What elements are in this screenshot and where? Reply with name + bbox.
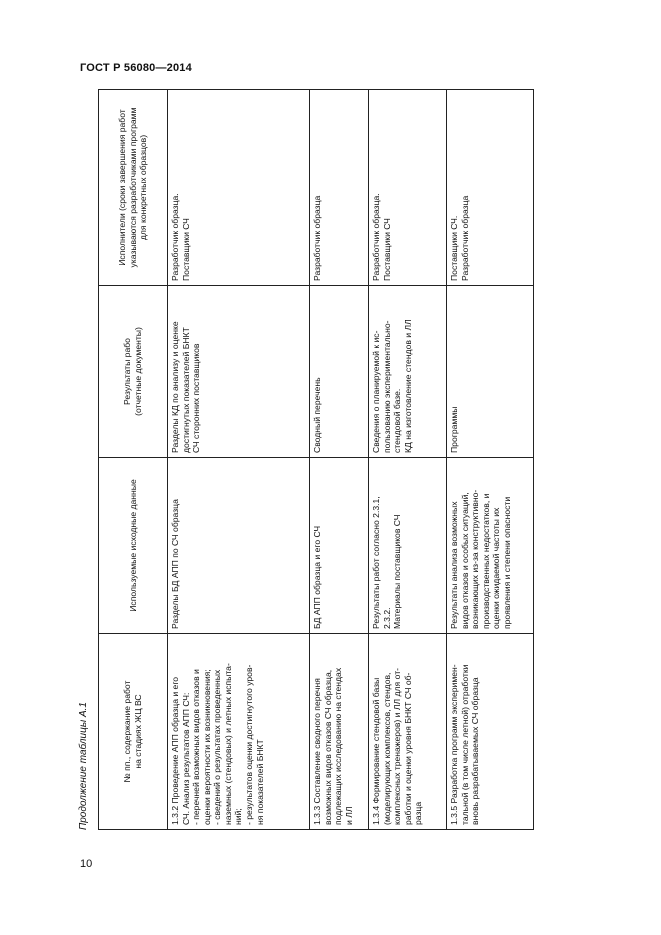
cell-line: указываются разработчиками программ	[127, 107, 138, 268]
page-number: 10	[80, 858, 93, 870]
cell-line: достигнутых показателей БНКТ	[180, 327, 191, 453]
cell-line: наземных (стендовых) и летных испыта-	[222, 663, 233, 825]
cell-executors	[168, 90, 310, 286]
cell-line: Разработчик образца.	[371, 193, 381, 281]
cell-line: СЧ сторонних поставщиков	[191, 343, 202, 453]
cell-stage	[369, 634, 447, 830]
cell-line: тальной (в том числе летной) отработки	[459, 664, 470, 825]
header-results	[99, 286, 168, 458]
cell-line: - перечней возможных видов отказов и	[191, 669, 202, 825]
cell-stage	[168, 634, 310, 830]
cell-results	[310, 286, 369, 458]
cell-line: Материалы поставщиков СЧ	[392, 514, 403, 629]
cell-line: - результатов оценки достигнутого уров-	[243, 664, 254, 825]
cell-line: Разделы КД по анализу и оценке	[170, 321, 180, 453]
cell-line: 1.3.2 Проведение АПП образца и его	[170, 676, 180, 825]
cell-line: Используемые исходные данные	[127, 479, 138, 612]
cell-line: для конкретных образцов)	[138, 134, 149, 241]
cell-line: работки и оценки уровня БНКТ СЧ об-	[402, 672, 413, 825]
rotated-table-block	[70, 90, 530, 830]
cell-line: СЧ. Анализ результатов АПП СЧ:	[180, 692, 191, 825]
cell-line: и ЛЛ	[343, 806, 354, 825]
cell-line: стендовой базе.	[392, 388, 403, 453]
cell-line: ня показателей БНКТ	[254, 739, 265, 825]
header-executors	[99, 90, 168, 286]
cell-line: Программы	[449, 406, 459, 453]
cell-inputs	[310, 458, 369, 634]
cell-executors	[369, 90, 447, 286]
cell-line: комплексных тренажеров) и ЛЛ для от-	[392, 668, 403, 825]
cell-inputs	[447, 458, 534, 634]
cell-line: Сводный перечень	[312, 377, 322, 453]
cell-inputs	[369, 458, 447, 634]
requirements-table	[98, 89, 534, 830]
cell-results	[369, 286, 447, 458]
cell-line: Исполнители (сроки завершения работ	[117, 109, 128, 266]
cell-line: ний;	[233, 808, 244, 825]
cell-line: Разделы БД АПП по СЧ образца	[170, 499, 180, 629]
cell-inputs	[168, 458, 310, 634]
table-row	[447, 90, 534, 830]
cell-line: 1.3.3 Составление сводного перечня	[312, 678, 322, 825]
document-code-header: ГОСТ Р 56080—2014	[80, 62, 192, 74]
table-continuation-label: Продолжение таблицы А.1	[78, 702, 89, 830]
cell-line: (моделирующих комплексов, стендов,	[381, 672, 392, 825]
cell-line: видов отказов и особых ситуаций,	[459, 492, 470, 629]
cell-line: БД АПП образца и его СЧ	[312, 525, 322, 629]
cell-line: оценки ожидаемой частоты их	[491, 507, 502, 629]
cell-results	[168, 286, 310, 458]
cell-line: КД на изготовление стендов и ЛЛ	[402, 319, 413, 453]
cell-line: № пп., содержание работ	[122, 680, 133, 783]
table-row	[310, 90, 369, 830]
cell-line: Разработчик образца	[312, 195, 322, 281]
cell-line: Результаты рабо	[122, 338, 133, 405]
cell-line: Сведения о планируемой к ис-	[371, 330, 381, 453]
cell-line: возникающих из-за конструктивно-	[470, 489, 481, 629]
table-row	[168, 90, 310, 830]
cell-line: подлежащих исследованию на стендах	[333, 667, 344, 825]
cell-line: Поставщики СЧ	[381, 218, 392, 281]
cell-stage	[310, 634, 369, 830]
cell-line: вновь разрабатываемых СЧ образца	[470, 677, 481, 825]
cell-line: проявления и степени опасности	[501, 496, 512, 629]
cell-line: пользованию экспериментально-	[381, 320, 392, 453]
cell-line: 1.3.5 Разработка программ эксперимен-	[449, 664, 459, 825]
cell-line: разца	[413, 801, 424, 825]
cell-line: Поставщики СЧ	[180, 218, 191, 281]
cell-executors	[310, 90, 369, 286]
cell-line: - сведений о результатах проведенных	[212, 669, 223, 825]
table-header-row	[99, 90, 168, 830]
cell-stage	[447, 634, 534, 830]
cell-line: 1.3.4 Формирование стендовой базы	[371, 677, 381, 825]
cell-line: возможных видов отказов СЧ образца,	[322, 669, 333, 825]
cell-line: оценки вероятности их возникновения;	[201, 669, 212, 825]
cell-results	[447, 286, 534, 458]
cell-line: Поставщики СЧ.	[449, 215, 459, 281]
cell-line: Разработчик образца	[459, 195, 470, 281]
cell-line: на стадиях ЖЦ ВС	[133, 694, 143, 769]
cell-line: Результаты анализа возможных	[449, 501, 459, 629]
cell-line: Результаты работ согласно 2.3.1,	[371, 496, 381, 629]
cell-line: производственных недостатков, и	[480, 493, 491, 629]
cell-line: Разработчик образца.	[170, 193, 180, 281]
header-inputs	[99, 458, 168, 634]
cell-line: 2.3.2.	[381, 607, 392, 629]
table-row	[369, 90, 447, 830]
cell-line: (отчетные документы)	[133, 327, 143, 416]
header-stage	[99, 634, 168, 830]
cell-executors	[447, 90, 534, 286]
